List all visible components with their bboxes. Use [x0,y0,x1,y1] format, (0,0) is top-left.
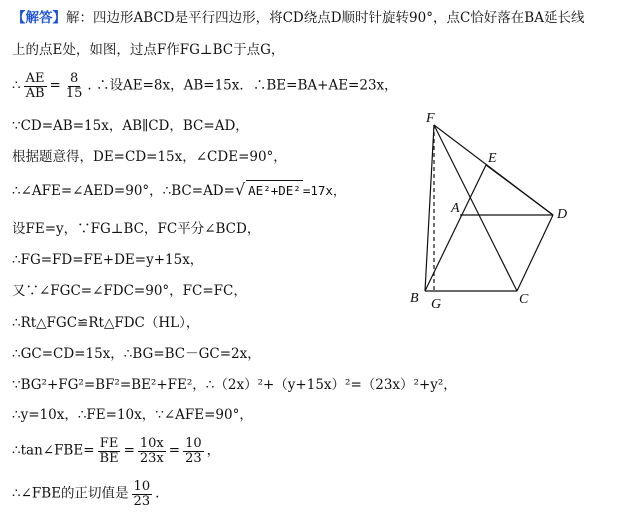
frac-10x-23x: $\frac{10x}{23x}$ [139,436,164,466]
line-6: ∴∠AFE=∠AED=90°，∴BC=AD=√ AE²+DE² =17x， [12,180,346,199]
geometry-figure [400,108,580,313]
line-13: ∴y=10x，∴FE=10x，∵∠AFE=90°， [12,407,253,423]
final-answer-fraction: $\frac{10}{23}$ [133,479,151,509]
segment-fc [434,125,517,291]
sqrt-expression: AE²+DE² [246,180,303,201]
line-3: ∴ $\frac{AE}{AB}$ = $\frac{8}{15}$ . ∴设AE=8x，AB=15x．∴BE=BA+AE=23x， [12,71,398,101]
line-5: 根据题意得，DE=CD=15x，∠CDE=90°， [12,149,287,165]
ratio-8-15: $\frac{8}{15}$ [65,71,83,101]
line-10: ∴Rt△FGC≌Rt△FDC（HL）， [12,315,200,331]
segment-fb [425,125,434,291]
label-b: B [410,291,419,306]
frac-10-23: $\frac{10}{23}$ [185,436,202,466]
label-a: A [451,201,460,216]
line-12: ∵BG²+FG²=BF²=BE²+FE²，∴（2x）²+（y+15x）²=（23x）²+y²， [12,377,457,393]
label-d: D [557,207,568,222]
segment-cd [517,215,553,291]
line-4: ∵CD=AB=15x，AB∥CD，BC=AD， [12,118,249,134]
line-1-text: 解：四边形ABCD是平行四边形，将CD绕点D顺时针旋转90°，点C恰好落在BA延长线 [66,10,585,26]
frac-fe-be: $\frac{FE}{BE}$ [99,436,119,466]
line-1 [12,8,584,28]
therefore-symbol: ∴ [12,77,21,94]
answer-tag: 【解答】 [12,10,66,26]
label-g: G [431,297,442,312]
line-15: ∴∠FBE的正切值是 $\frac{10}{23}$ . [12,479,160,509]
line-2: 上的点E处，如图，过点F作FG⊥BC于点G， [12,42,285,58]
segment-ed [486,165,553,215]
line-7: 设FE=y，∵FG⊥BC，FC平分∠BCD， [12,221,261,237]
label-c: C [519,292,529,307]
line-11: ∴GC=CD=15x，∴BG=BC－GC=2x， [12,346,261,362]
line-8: ∴FG=FD=FE+DE=y+15x， [12,252,204,268]
label-f: F [426,111,435,126]
ratio-ae-ab: $\frac{AE}{AB}$ [25,71,45,101]
line-14: ∴tan∠FBE= $\frac{FE}{BE}$ = $\frac{10x}{23x}$ = $\frac{10}{23}$ ， [12,436,221,466]
line-9: 又∵∠FGC=∠FDC=90°，FC=FC， [12,283,247,299]
label-e: E [488,151,497,166]
